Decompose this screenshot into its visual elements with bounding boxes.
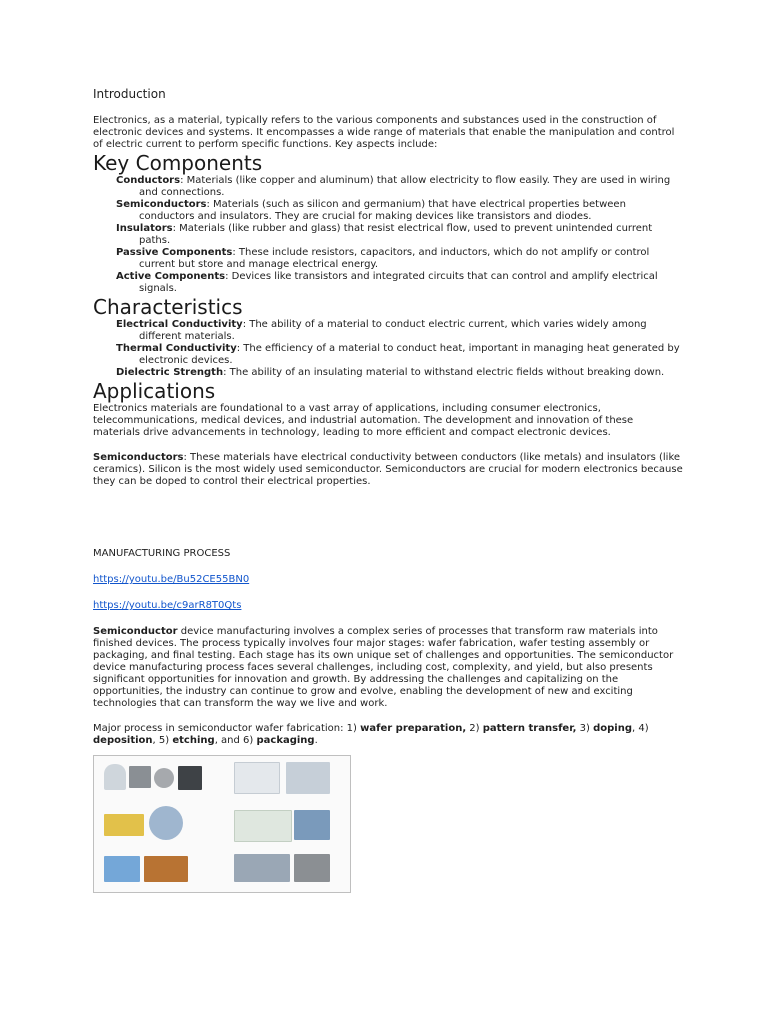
characteristics-list [116,319,683,379]
video-link-2[interactable]: https://youtu.be/c9arR8T0Qts [93,600,242,611]
list-item: Dielectric Strength: The ability of an insulating material to withstand electric fields without breaking down. [116,367,665,378]
fabrication-process-figure [93,755,351,893]
list-item: Semiconductors: Materials (such as silicon and germanium) that have electrical properties between conductors and insulators. They are crucial for making devices like transistors and diodes. [116,199,626,222]
etched-metal-image [144,856,188,882]
intro-paragraph: Electronics, as a material, typically refers to the various components and substances used in the construction of electronic devices and systems. It encompasses a wide range of materials that enable the manipulation and control of electric current to perform specific functions. Key aspects include: [93,115,675,150]
characteristics-heading: Characteristics [93,295,243,319]
applications-paragraph: Electronics materials are foundational to a vast array of applications, including consumer electronics, telecommunications, medical devices, and industrial automation. The development and innovation of these materials drive advancements in technology, leading to more efficient and compact electronic devices. [93,403,634,438]
intro-title: Introduction [93,87,166,101]
chip-image [178,766,202,790]
mask-image [286,762,330,794]
list-item: Conductors: Materials (like copper and aluminum) that allow electricity to flow easily. They are used in wiring and connections. [116,175,671,198]
document-body [93,86,683,893]
lithography-diagram [234,762,280,794]
doping-diagram [104,814,144,836]
etching-process-image [104,856,140,882]
semiconductors-paragraph: Semiconductors: These materials have electrical conductivity between conductors (like metals) and insulators (like ceramics). Silicon is the most widely used semiconductor. Semiconductors are crucial for modern electronics because they can be doped to control their electrical properties. [93,452,683,487]
packaging-image [294,854,330,882]
list-item: Electrical Conductivity: The ability of a material to conduct electric current, which varies widely among different materials. [116,319,647,342]
deposition-diagram [234,810,292,842]
deposition-chamber-image [294,810,330,840]
ingot-image [104,764,126,790]
list-item: Thermal Conductivity: The efficiency of a material to conduct heat, important in managing heat generated by electronic devices. [116,343,680,366]
doped-wafer-image [149,806,183,840]
wafer-image [154,768,174,788]
diced-wafer-image [234,854,290,882]
list-item: Passive Components: These include resistors, capacitors, and inductors, which do not amplify or control current but store and manage electrical energy. [116,247,650,270]
major-process-paragraph: Major process in semiconductor wafer fabrication: 1) wafer preparation, 2) pattern transfer, 3) doping, 4) deposition, 5) etching, and 6) packaging. [93,723,649,746]
key-components-list [116,175,683,295]
list-item: Active Components: Devices like transistors and integrated circuits that can control and amplify electrical signals. [116,271,658,294]
list-item: Insulators: Materials (like rubber and glass) that resist electrical flow, used to prevent unintended current paths. [116,223,653,246]
applications-heading: Applications [93,379,216,403]
crystal-image [129,766,151,788]
manufacturing-title: MANUFACTURING PROCESS [93,548,231,559]
manufacturing-paragraph: Semiconductor device manufacturing involves a complex series of processes that transform raw materials into finished devices. The process typically involves four major stages: wafer fabrication, wafer testing assembly or packaging, and final testing. Each stage has its own unique set of challenges and opportunities. The semiconductor device manufacturing process faces several challenges, including cost, complexity, and yield, but also presents significant opportunities for innovation and growth. By addressing the challenges and capitalizing on the opportunities, the industry can continue to grow and evolve, enabling the development of new and exciting technologies that can transform the way we live and work. [93,626,674,709]
key-components-heading: Key Components [93,151,263,175]
video-link-1[interactable]: https://youtu.be/Bu52CE55BN0 [93,574,250,585]
